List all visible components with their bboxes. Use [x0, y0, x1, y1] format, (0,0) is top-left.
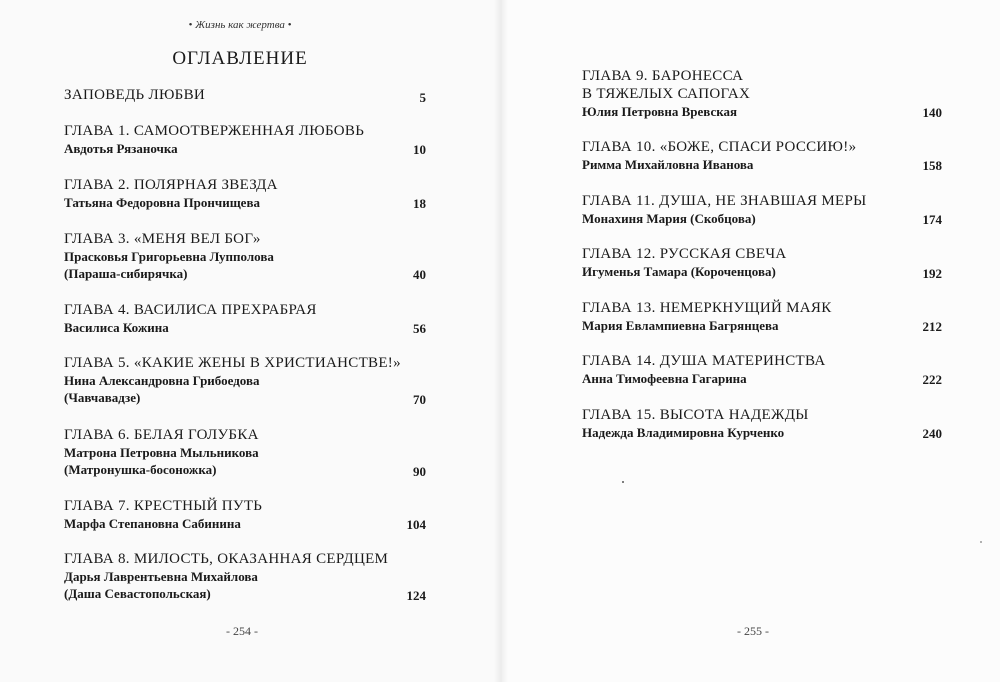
page-number: 174	[922, 212, 942, 227]
page-folio-right: - 255 -	[737, 624, 769, 638]
chapter-title: ГЛАВА 12. РУССКАЯ СВЕЧА	[582, 246, 787, 262]
page-number: 124	[406, 588, 426, 603]
toc-entry-chapter-8[interactable]	[64, 550, 426, 604]
heroine-name: Прасковья Григорьевна Лупполова	[64, 249, 274, 264]
heroine-name: Мария Евлампиевна Багрянцева	[582, 318, 779, 333]
heroine-name-line-2: (Параша-сибирячка)	[64, 266, 188, 281]
toc-entry-chapter-11[interactable]	[582, 192, 942, 228]
page-number: 70	[413, 392, 426, 407]
toc-entry-chapter-9[interactable]	[582, 67, 942, 121]
page-number: 222	[922, 372, 942, 387]
toc-entry-chapter-15[interactable]	[582, 406, 942, 442]
chapter-title: ГЛАВА 5. «КАКИЕ ЖЕНЫ В ХРИСТИАНСТВЕ!»	[64, 355, 401, 371]
page-number: 104	[406, 517, 426, 532]
page-number: 192	[922, 266, 942, 281]
toc-entry-chapter-6[interactable]	[64, 426, 426, 480]
page-number: 10	[413, 142, 426, 157]
toc-entry-chapter-1[interactable]	[64, 122, 426, 158]
toc-entry-chapter-12[interactable]	[582, 245, 942, 282]
chapter-title: ГЛАВА 1. САМООТВЕРЖЕННАЯ ЛЮБОВЬ	[64, 123, 365, 139]
page-number: 40	[413, 267, 426, 282]
chapter-title: ГЛАВА 13. НЕМЕРКНУЩИЙ МАЯК	[582, 300, 832, 316]
heroine-name: Юлия Петровна Вревская	[582, 104, 738, 119]
running-head: • Жизнь как жертва •	[188, 19, 292, 31]
toc-entry-preface[interactable]	[64, 86, 426, 106]
heroine-name: Римма Михайловна Иванова	[582, 157, 754, 172]
chapter-title: ГЛАВА 2. ПОЛЯРНАЯ ЗВЕЗДА	[64, 177, 278, 193]
chapter-title: ГЛАВА 15. ВЫСОТА НАДЕЖДЫ	[582, 407, 809, 423]
toc-entry-chapter-5[interactable]	[64, 354, 426, 408]
chapter-title: ГЛАВА 10. «БОЖЕ, СПАСИ РОССИЮ!»	[582, 139, 857, 155]
toc-entry-chapter-2[interactable]	[64, 176, 426, 212]
toc-entry-chapter-7[interactable]	[64, 497, 426, 533]
toc-entry-chapter-3[interactable]	[64, 230, 426, 283]
heroine-name: Василиса Кожина	[64, 320, 169, 335]
heroine-name-line-2: (Матронушка-босоножка)	[64, 462, 217, 477]
chapter-title: ГЛАВА 8. МИЛОСТЬ, ОКАЗАННАЯ СЕРДЦЕМ	[64, 551, 389, 567]
chapter-title: ГЛАВА 3. «МЕНЯ ВЕЛ БОГ»	[64, 231, 261, 247]
page-number: 56	[413, 321, 426, 336]
heroine-name: Марфа Степановна Сабинина	[64, 516, 241, 531]
toc-entry-chapter-14[interactable]	[582, 352, 942, 388]
print-speck	[980, 541, 982, 543]
chapter-title: ГЛАВА 11. ДУША, НЕ ЗНАВШАЯ МЕРЫ	[582, 193, 867, 209]
heroine-name: Надежда Владимировна Курченко	[582, 425, 785, 440]
heroine-name: Игуменья Тамара (Короченцова)	[582, 264, 776, 279]
chapter-title: ГЛАВА 9. БАРОНЕССА	[582, 68, 744, 84]
page-number: 158	[922, 158, 942, 173]
heroine-name-line-2: (Даша Севастопольская)	[64, 586, 211, 601]
toc-entry-chapter-10[interactable]	[582, 138, 942, 174]
chapter-title: ГЛАВА 6. БЕЛАЯ ГОЛУБКА	[64, 427, 259, 443]
print-speck	[622, 481, 624, 483]
heroine-name: Нина Александровна Грибоедова	[64, 373, 260, 388]
chapter-title: ЗАПОВЕДЬ ЛЮБВИ	[64, 87, 206, 103]
toc-entry-chapter-4[interactable]	[64, 301, 426, 337]
page-number: 18	[413, 196, 426, 211]
page-number: 240	[922, 426, 942, 441]
chapter-title: ГЛАВА 4. ВАСИЛИСА ПРЕХРАБРАЯ	[64, 302, 317, 318]
book-gutter	[494, 0, 508, 682]
heroine-name: Дарья Лаврентьевна Михайлова	[64, 569, 258, 584]
chapter-title: ГЛАВА 14. ДУША МАТЕРИНСТВА	[582, 353, 826, 369]
page-number: 5	[419, 90, 426, 105]
chapter-title-line-2: В ТЯЖЕЛЫХ САПОГАХ	[582, 86, 751, 102]
heroine-name: Татьяна Федоровна Прончищева	[64, 195, 260, 210]
toc-title: ОГЛАВЛЕНИЕ	[172, 48, 308, 69]
page-folio-left: - 254 -	[226, 624, 258, 638]
toc-entry-chapter-13[interactable]	[582, 299, 942, 335]
heroine-name: Авдотья Рязаночка	[64, 141, 178, 156]
page-number: 90	[413, 464, 426, 479]
heroine-name-line-2: (Чавчавадзе)	[64, 390, 141, 405]
heroine-name: Монахиня Мария (Скобцова)	[582, 211, 756, 226]
chapter-title: ГЛАВА 7. КРЕСТНЫЙ ПУТЬ	[64, 498, 263, 514]
heroine-name: Матрона Петровна Мыльникова	[64, 445, 259, 460]
page-number: 140	[922, 105, 942, 120]
page-number: 212	[922, 319, 942, 334]
heroine-name: Анна Тимофеевна Гагарина	[582, 371, 747, 386]
